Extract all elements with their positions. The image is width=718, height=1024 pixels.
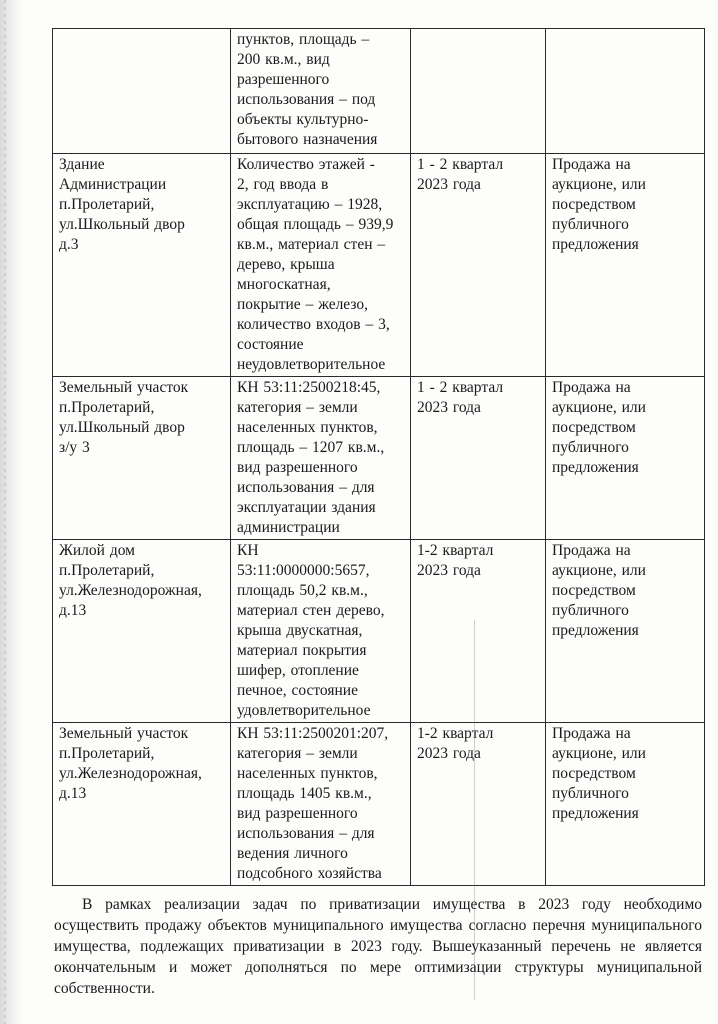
table-row xyxy=(53,154,705,377)
object-cell: Земельный участок п.Пролетарий, ул.Школьный двор з/у 3 xyxy=(53,377,231,540)
characteristics-cell: пунктов, площадь – 200 кв.м., вид разрешенного использования – под объекты культурно- бытового назначения xyxy=(231,29,411,154)
method-cell xyxy=(546,29,705,154)
object-cell: Земельный участок п.Пролетарий, ул.Железнодорожная, д.13 xyxy=(53,723,231,886)
object-cell xyxy=(53,29,231,154)
characteristics-cell: КН 53:11:2500201:207, категория – земли населенных пунктов, площадь 1405 кв.м., вид разрешенного использования – для ведения личного подсобного хозяйства xyxy=(231,723,411,886)
method-cell: Продажа на аукционе, или посредством публичного предложения xyxy=(546,377,705,540)
scan-edge-shadow xyxy=(0,0,22,1024)
body-paragraph: В рамках реализации задач по приватизации имущества в 2023 году необходимо осуществить продажу объектов муниципального имущества согласно перечня муниципального имущества, подлежащих приватизации в 2023 году. Вышеуказанный перечень не является окончательным и может дополняться по мере оптимизации структуры муниципальной собственности. xyxy=(54,895,702,997)
period-cell: 1-2 квартал 2023 года xyxy=(411,540,546,723)
period-cell: 1 - 2 квартал 2023 года xyxy=(411,154,546,377)
characteristics-cell: КН 53:11:0000000:5657, площадь 50,2 кв.м., материал стен дерево, крыша двускатная, материал покрытия шифер, отопление печное, состояние удовлетворительное xyxy=(231,540,411,723)
method-cell: Продажа на аукционе, или посредством публичного предложения xyxy=(546,154,705,377)
privatization-table xyxy=(52,28,705,886)
table-row xyxy=(53,723,705,886)
period-cell: 1 - 2 квартал 2023 года xyxy=(411,377,546,540)
method-cell: Продажа на аукционе, или посредством публичного предложения xyxy=(546,540,705,723)
period-cell xyxy=(411,29,546,154)
period-cell: 1-2 квартал 2023 года xyxy=(411,723,546,886)
object-cell: Здание Администрации п.Пролетарий, ул.Школьный двор д.3 xyxy=(53,154,231,377)
table-row xyxy=(53,377,705,540)
characteristics-cell: Количество этажей - 2, год ввода в эксплуатацию – 1928, общая площадь – 939,9 кв.м., материал стен – дерево, крыша многоскатная, покрытие – железо, количество входов – 3, состояние неудовлетворительное xyxy=(231,154,411,377)
method-cell: Продажа на аукционе, или посредством публичного предложения xyxy=(546,723,705,886)
object-cell: Жилой дом п.Пролетарий, ул.Железнодорожная, д.13 xyxy=(53,540,231,723)
table-row xyxy=(53,540,705,723)
table-row xyxy=(53,29,705,154)
characteristics-cell: КН 53:11:2500218:45, категория – земли населенных пунктов, площадь – 1207 кв.м., вид разрешенного использования – для эксплуатации здания администрации xyxy=(231,377,411,540)
